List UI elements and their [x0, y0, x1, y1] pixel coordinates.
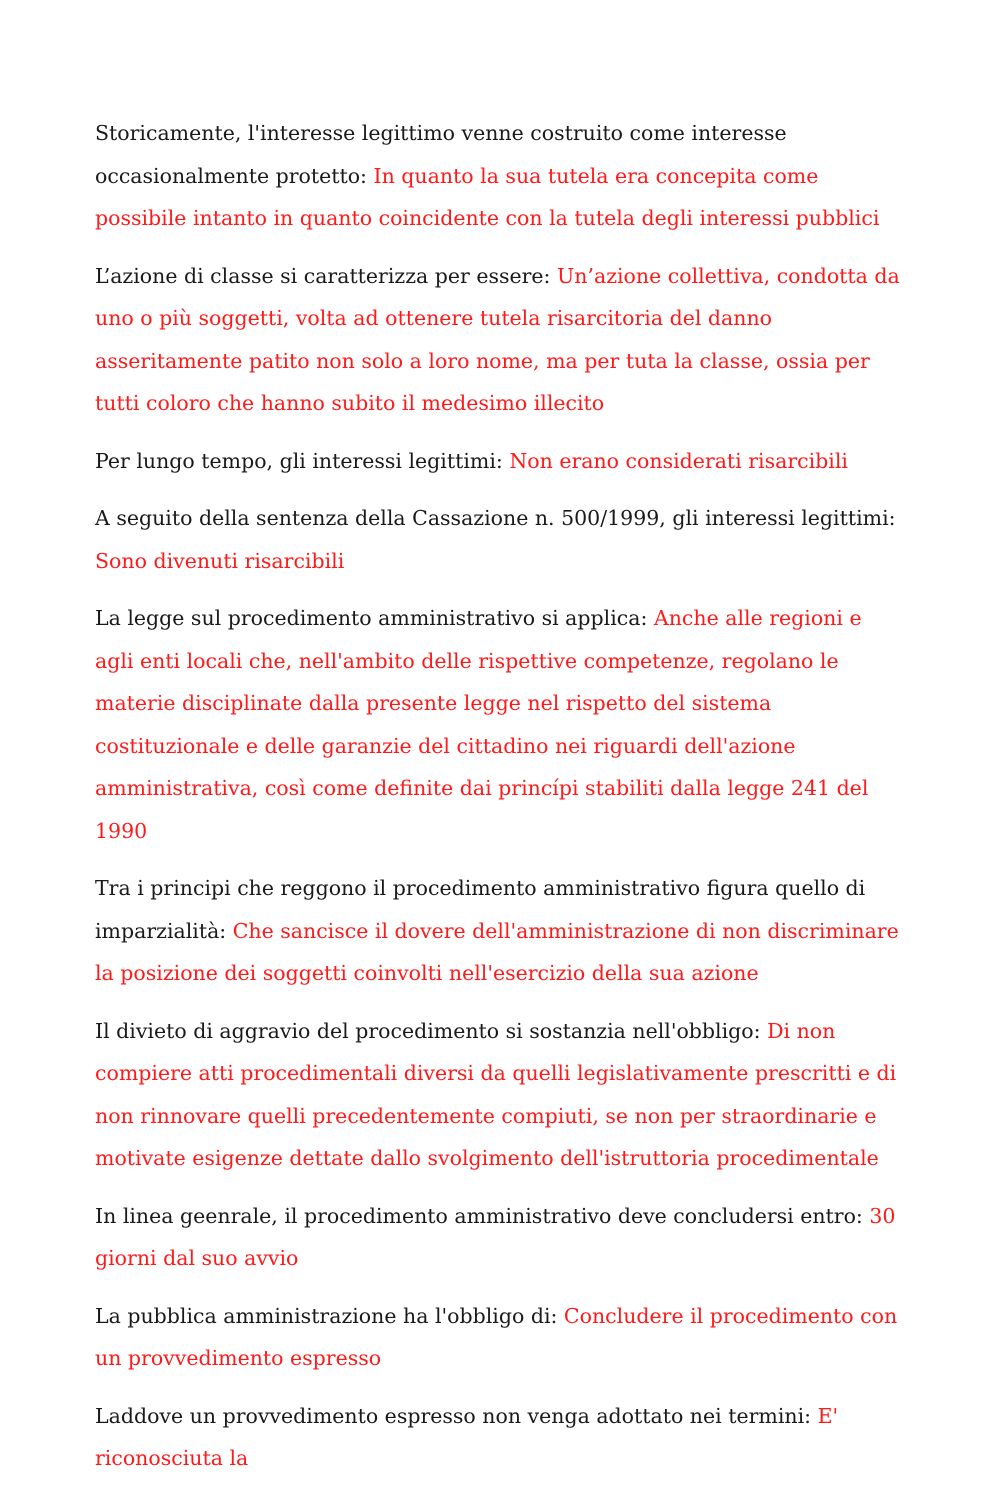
- answer-text: Che sancisce il dovere dell'amministrazione di non discriminare la posizione dei soggetti coinvolti nell'esercizio della sua azione: [95, 918, 899, 985]
- answer-text: Sono divenuti risarcibili: [95, 548, 345, 573]
- answer-text: 30 giorni dal suo avvio: [95, 1203, 896, 1270]
- answer-text: Di non compiere atti procedimentali diversi da quelli legislativamente prescritti e di non rinnovare quelli precedentemente compiuti, se non per straordinarie e motivate esigenze dettate dallo svolgimento dell'istruttoria procedimentale: [95, 1018, 897, 1170]
- question-text: In linea geenrale, il procedimento amministrativo deve concludersi entro:: [95, 1203, 870, 1228]
- qa-item-8: [95, 1195, 903, 1280]
- document-page: [95, 112, 903, 1495]
- question-text: Per lungo tempo, gli interessi legittimi:: [95, 448, 510, 473]
- question-text: La pubblica amministrazione ha l'obbligo di:: [95, 1303, 564, 1328]
- qa-item-4: [95, 497, 903, 582]
- qa-item-6: [95, 867, 903, 995]
- qa-item-2: [95, 255, 903, 425]
- question-text: Storicamente, l'interesse legittimo venne costruito come interesse occasionalmente protetto:: [95, 121, 787, 188]
- answer-text: Anche alle regioni e agli enti locali che, nell'ambito delle rispettive competenze, regolano le materie disciplinate dalla presente legge nel rispetto del sistema costituzionale e delle garanzie del cittadino nei riguardi dell'azione amministrativa, così come definite dai princípi stabiliti dalla legge 241 del 1990: [95, 606, 869, 843]
- answer-text: Concludere il procedimento con un provvedimento espresso: [95, 1303, 898, 1370]
- question-text: Tra i principi che reggono il procedimento amministrativo figura quello di imparzialità:: [95, 876, 866, 943]
- answer-text: Un’azione collettiva, condotta da uno o più soggetti, volta ad ottenere tutela risarcitoria del danno asseritamente patito non solo a loro nome, ma per tuta la classe, ossia per tutti coloro che hanno subito il medesimo illecito: [95, 263, 900, 415]
- question-text: A seguito della sentenza della Cassazione n. 500/1999, gli interessi legittimi:: [95, 506, 896, 530]
- question-text: L’azione di classe si caratterizza per essere:: [95, 263, 557, 288]
- answer-text: E' riconosciuta la: [95, 1403, 839, 1470]
- qa-item-1: [95, 112, 903, 240]
- qa-item-3: [95, 440, 903, 483]
- question-text: Il divieto di aggravio del procedimento si sostanzia nell'obbligo:: [95, 1018, 768, 1043]
- question-text: La legge sul procedimento amministrativo si applica:: [95, 606, 654, 630]
- qa-item-10: [95, 1395, 903, 1480]
- qa-item-5: [95, 597, 903, 852]
- answer-text: Non erano considerati risarcibili: [509, 448, 848, 473]
- qa-item-9: [95, 1295, 903, 1380]
- qa-item-7: [95, 1010, 903, 1180]
- question-text: Laddove un provvedimento espresso non venga adottato nei termini:: [95, 1403, 818, 1428]
- answer-text: In quanto la sua tutela era concepita come possibile intanto in quanto coincidente con la tutela degli interessi pubblici: [95, 163, 880, 230]
